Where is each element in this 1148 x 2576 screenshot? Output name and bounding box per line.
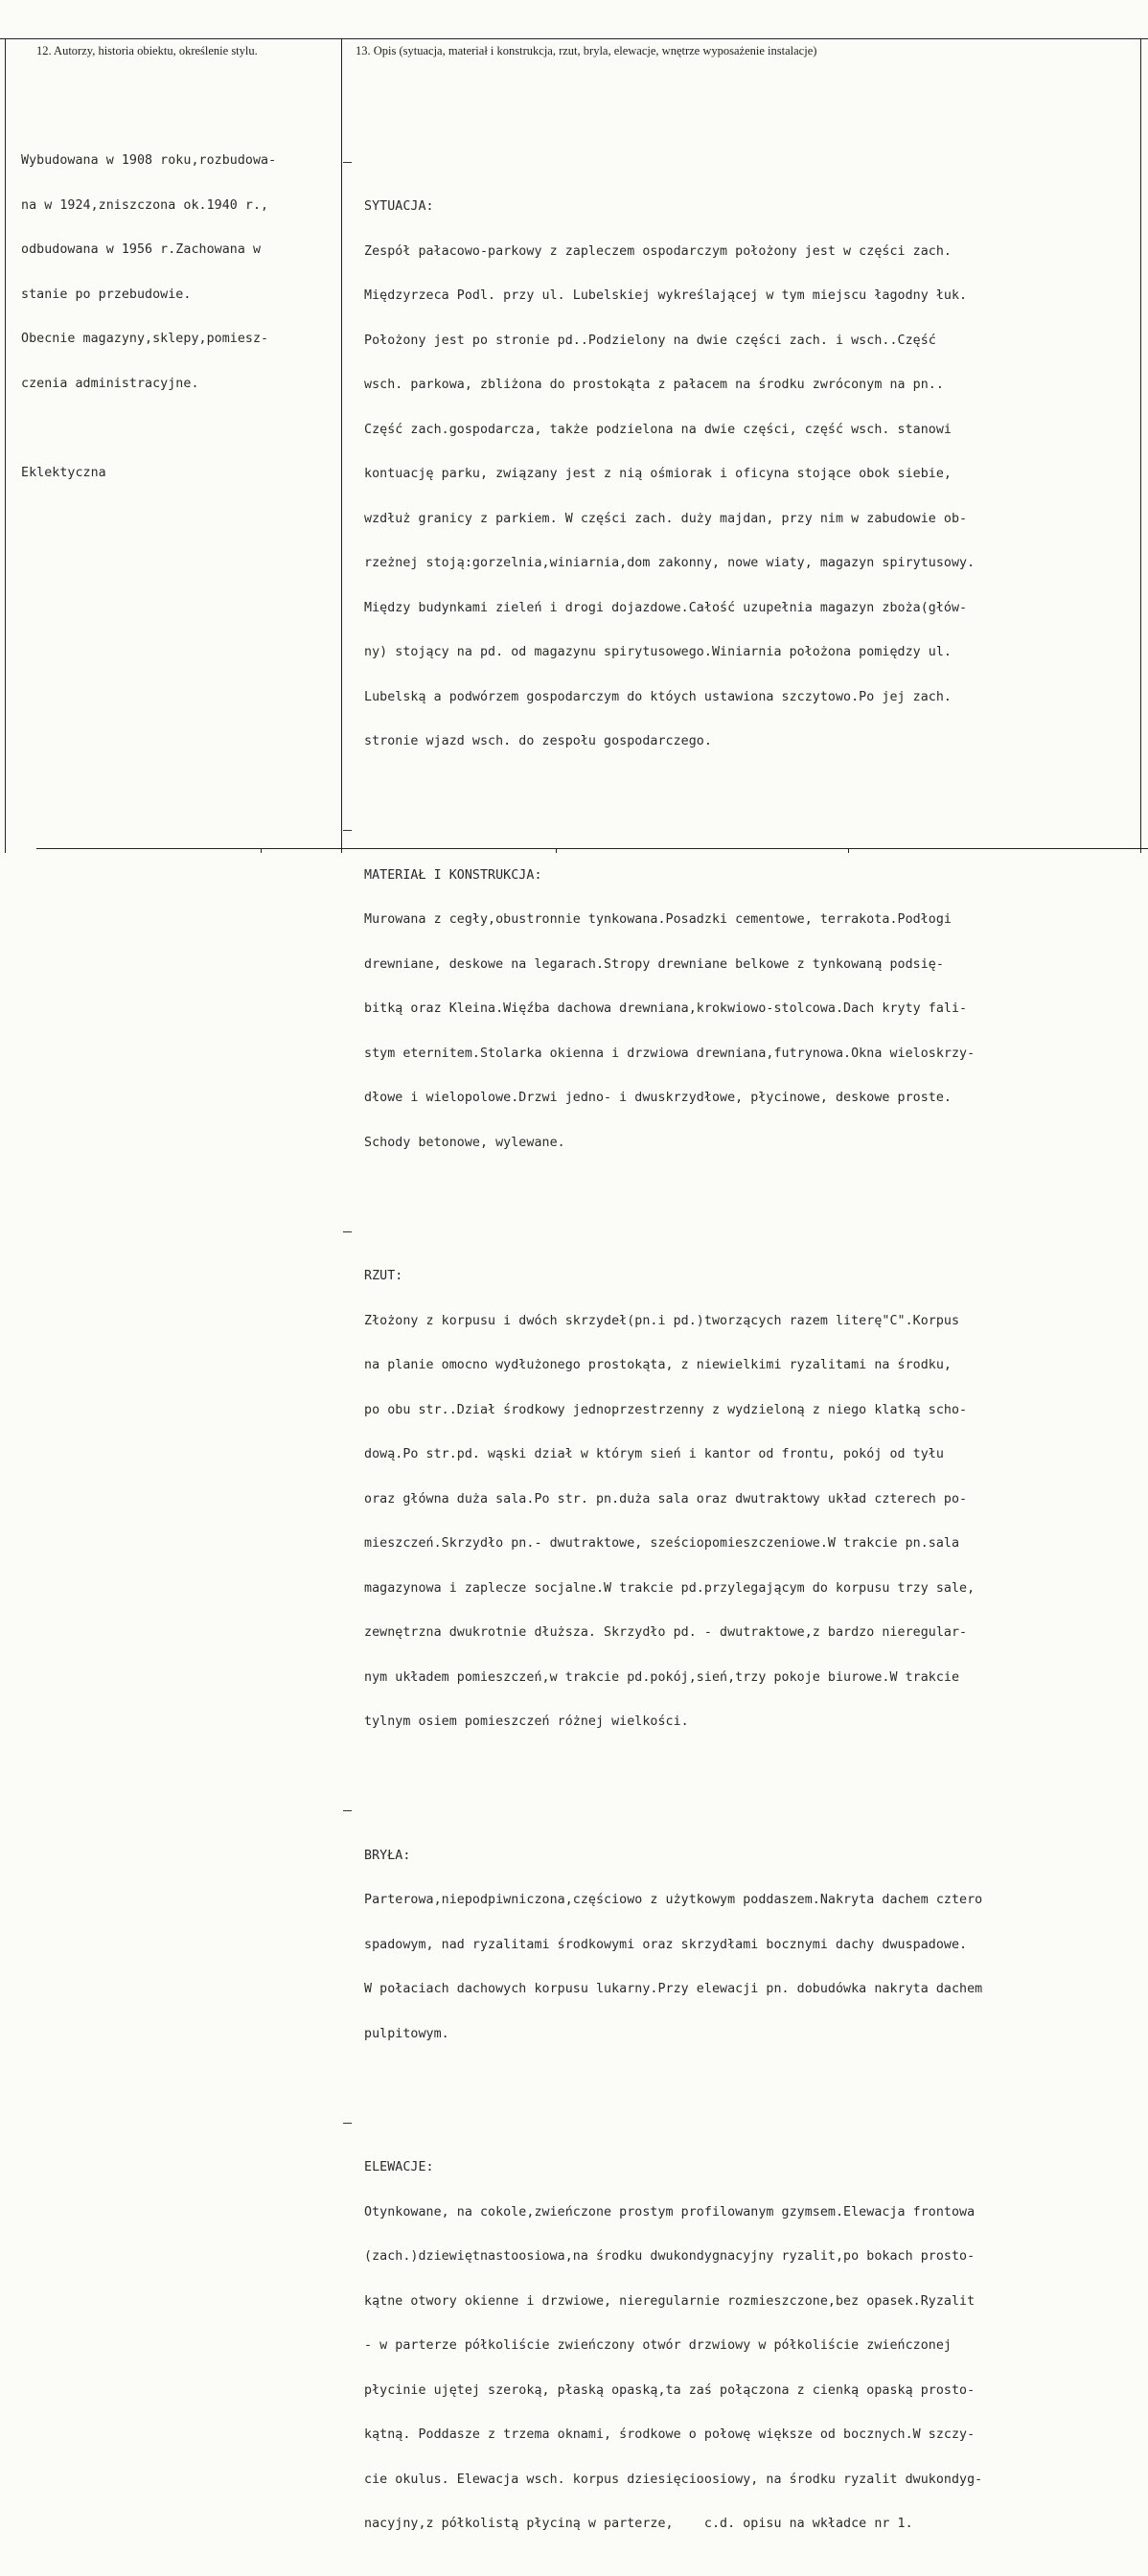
text-line: mieszczeń.Skrzydło pn.- dwutraktowe, sześciopomieszczeniowe.W trakcie pn.sala: [364, 1536, 960, 1551]
text-line: (zach.)dziewiętnastoosiowa,na środku dwukondygnacyjny ryzalit,po bokach prosto-: [364, 2249, 976, 2264]
section-material: [364, 823, 982, 1180]
text-line: dłowe i wielopolowe.Drzwi jedno- i dwuskrzydłowe, płycinowe, deskowe proste.: [364, 1091, 952, 1105]
style-label: Eklektyczna: [21, 465, 106, 480]
history-line: Wybudowana w 1908 roku,rozbudowa-: [21, 153, 277, 168]
right-border: [1140, 38, 1141, 853]
text-line: Między budynkami zieleń i drogi dojazdowe.Całość uzupełnia magazyn zboża(głów-: [364, 600, 968, 615]
text-line: cie okulus. Elewacja wsch. korpus dziesięcioosiowy, na środku ryzalit dwukondyg-: [364, 2472, 983, 2487]
text-line: spadowym, nad ryzalitami środkowymi oraz skrzydłami bocznymi dachy dwuspadowe.: [364, 1937, 968, 1952]
text-line: Złożony z korpusu i dwóch skrzydeł(pn.i pd.)tworzących razem literę"C".Korpus: [364, 1313, 960, 1328]
text-line: Część zach.gospodarcza, także podzielona na dwie części, część wsch. stanowi: [364, 422, 952, 437]
text-line: bitką oraz Kleina.Więźba dachowa drewniana,krokwiowo-stolcowa.Dach kryty fali-: [364, 1001, 968, 1016]
text-line: nym układem pomieszczeń,w trakcie pd.pokój,sień,trzy pokoje biurowe.W trakcie: [364, 1669, 960, 1685]
text-line: tylnym osiem pomieszczeń różnej wielkości.: [364, 1714, 689, 1729]
description-text: [364, 110, 982, 2576]
text-line: magazynowa i zaplecze socjalne.W trakcie pd.przylegającym do korpusu trzy sale,: [364, 1580, 976, 1596]
left-border: [5, 38, 6, 853]
text-line: Zespół pałacowo-parkowy z zapleczem ospodarczym położony jest w części zach.: [364, 243, 952, 259]
text-line: Parterowa,niepodpiwniczona,częściowo z użytkowym poddaszem.Nakryta dachem cztero: [364, 1893, 983, 1907]
text-line: oraz główna duża sala.Po str. pn.duża sala oraz dwutraktowy układ czterech po-: [364, 1491, 968, 1506]
section-rzut: [364, 1225, 982, 1760]
history-line: stanie po przebudowie.: [21, 287, 192, 302]
history-line: na w 1924,zniszczona ok.1940 r.,: [21, 197, 269, 213]
text-line: ny) stojący na pd. od magazynu spirytusowego.Winiarnia położona pomiędzy ul.: [364, 645, 952, 659]
header-col13: 13. Opis (sytuacja, materiał i konstrukcja, rzut, bryla, elewacje, wnętrze wyposażenie instalacje): [356, 44, 817, 58]
section-marker: [343, 1810, 352, 1811]
text-line: płycinie ujętej szeroką, płaską opaską,ta zaś połączona z cienką opaską prosto-: [364, 2382, 976, 2398]
section-heading: ELEWACJE:: [364, 2160, 434, 2174]
text-line: drewniane, deskowe na legarach.Stropy drewniane belkowe z tynkowaną podsię-: [364, 956, 944, 972]
text-line: - w parterze półkoliście zwieńczony otwór drzwiowy w półkoliście zwieńczonej: [364, 2338, 952, 2353]
history-text: [21, 124, 276, 495]
text-line: kątne otwory okienne i drzwiowe, nieregularnie rozmieszczone,bez opasek.Ryzalit: [364, 2293, 976, 2309]
section-marker: [343, 162, 352, 163]
text-line: W połaciach dachowych korpusu lukarny.Przy elewacji pn. dobudówka nakryta dachem: [364, 1982, 983, 1996]
text-line: kontuację parku, związany jest z nią ośmiorak i oficyna stojące obok siebie,: [364, 467, 952, 481]
text-line: po obu str..Dział środkowy jednoprzestrzenny z wydzieloną z niego klatką scho-: [364, 1402, 968, 1417]
text-line: Schody betonowe, wylewane.: [364, 1135, 565, 1150]
section-elewacje: [364, 2116, 982, 2562]
text-line: rzeżnej stoją:gorzelnia,winiarnia,dom zakonny, nowe wiaty, magazyn spirytusowy.: [364, 556, 976, 570]
text-line: Murowana z cegły,obustronnie tynkowana.Posadzki cementowe, terrakota.Podłogi: [364, 912, 952, 927]
text-line: kątną. Poddasze z trzema oknami, środkowe o połowę większe od bocznych.W szczy-: [364, 2427, 976, 2442]
text-line: wzdłuż granicy z parkiem. W części zach. duży majdan, przy nim w zabudowie ob-: [364, 511, 968, 526]
section-marker: [343, 2123, 352, 2124]
history-line: czenia administracyjne.: [21, 376, 199, 391]
text-line: dową.Po str.pd. wąski dział w którym sień i kantor od frontu, pokój od tyłu: [364, 1447, 944, 1461]
text-line: stym eternitem.Stolarka okienna i drzwiowa drewniana,futrynowa.Okna wieloskrzy-: [364, 1046, 976, 1061]
text-line: nacyjny,z półkolistą płyciną w parterze, c.d. opisu na wkładce nr 1.: [364, 2517, 913, 2531]
section-heading: MATERIAŁ I KONSTRUKCJA:: [364, 867, 542, 883]
text-line: pulpitowym.: [364, 2026, 449, 2041]
text-line: na planie omocno wydłużonego prostokąta, z niewielkimi ryzalitami na środku,: [364, 1358, 952, 1372]
bottom-tick-1: [261, 848, 262, 853]
column-divider: [341, 38, 342, 853]
section-heading: SYTUACJA:: [364, 199, 434, 214]
history-line: Obecnie magazyny,sklepy,pomiesz-: [21, 332, 269, 346]
section-sytuacja: [364, 155, 982, 779]
header-col12: 12. Autorzy, historia obiektu, określenie stylu.: [36, 44, 258, 58]
section-heading: RZUT:: [364, 1269, 403, 1283]
text-line: Otynkowane, na cokole,zwieńczone prostym profilowanym gzymsem.Elewacja frontowa: [364, 2204, 976, 2220]
history-line: odbudowana w 1956 r.Zachowana w: [21, 242, 262, 257]
text-line: wsch. parkowa, zbliżona do prostokąta z pałacem na środku zwróconym na pn..: [364, 378, 944, 392]
section-marker: [343, 830, 352, 831]
text-line: Międzyrzeca Podl. przy ul. Lubelskiej wykreślającej w tym miejscu łagodny łuk.: [364, 288, 968, 303]
text-line: stronie wjazd wsch. do zespołu gospodarczego.: [364, 734, 712, 748]
section-heading: BRYŁA:: [364, 1848, 411, 1863]
text-line: Położony jest po stronie pd..Podzielony na dwie części zach. i wsch..Część: [364, 333, 936, 348]
text-line: Lubelską a podwórzem gospodarczym do któych ustawiona szczytowo.Po jej zach.: [364, 689, 952, 704]
text-line: zewnętrzna dwukrotnie dłuższa. Skrzydło pd. - dwutraktowe,z bardzo nieregular-: [364, 1625, 968, 1640]
section-bryla: [364, 1804, 982, 2071]
top-rule: [0, 38, 1148, 39]
section-marker: [343, 1231, 352, 1232]
